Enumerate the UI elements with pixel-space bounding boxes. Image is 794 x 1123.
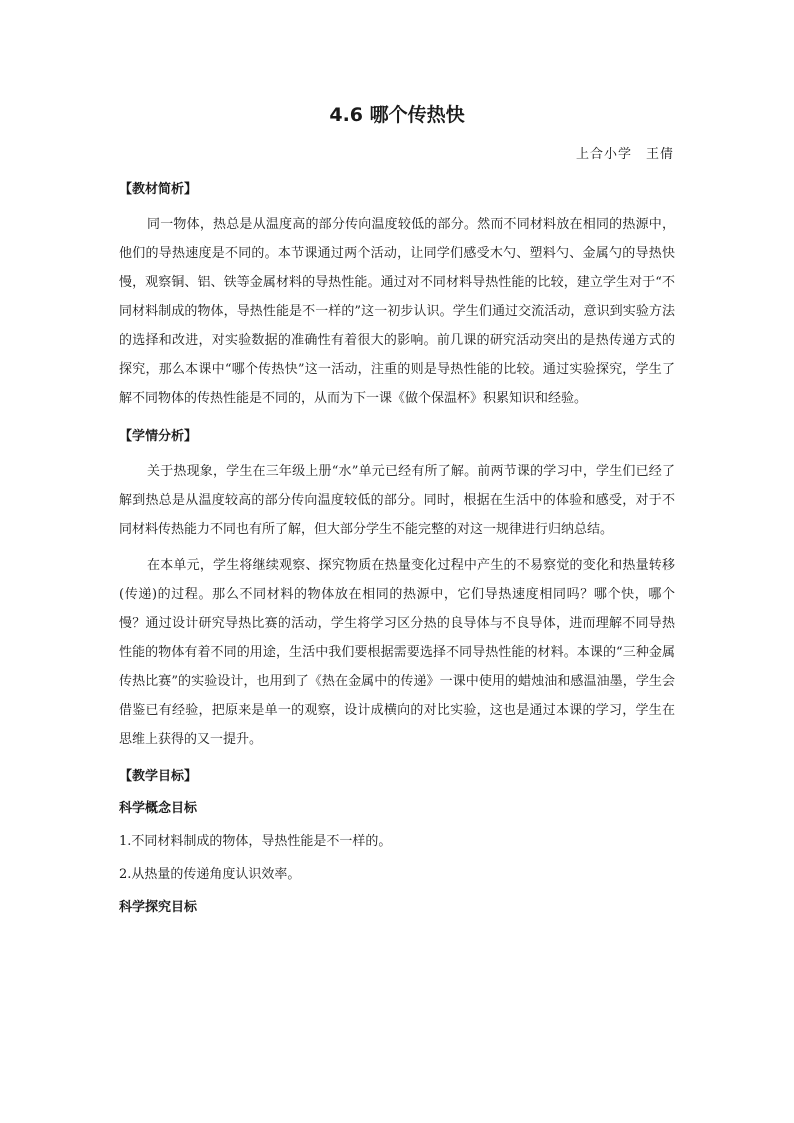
subheading-concept-goals: 科学概念目标 xyxy=(119,801,198,816)
section-heading-students: 【学情分析】 xyxy=(119,429,198,444)
goal-item-2: 2.从热量的传递角度认识效率。 xyxy=(119,867,301,882)
goal-item-1: 1.不同材料制成的物体，导热性能是不一样的。 xyxy=(119,834,392,849)
document-body xyxy=(119,181,675,917)
subheading-inquiry-goals: 科学探究目标 xyxy=(119,900,198,915)
section-heading-textbook: 【教材简析】 xyxy=(119,182,198,197)
students-paragraph-1: 关于热现象，学生在三年级上册“水”单元已经有所了解。前两节课的学习中，学生们已经了解到热总是从温度较高的部分传向温度较低的部分。同时，根据在生活中的体验和感受，对于不同材料传热能力不同也有所了解，但大部分学生不能完整的对这一规律进行归纳总结。 xyxy=(119,464,675,537)
students-paragraph-2: 在本单元，学生将继续观察、探究物质在热量变化过程中产生的不易察觉的变化和热量转移(传递)的过程。那么不同材料的物体放在相同的热源中，它们导热速度相同吗？哪个快，哪个慢？通过设计研究导热比赛的活动，学生将学习区分热的良导体与不良导体，进而理解不同导热性能的物体有着不同的用途，生活中我们要根据需要选择不同导热性能的材料。本课的“三种金属传热比赛”的实验设计，也用到了《热在金属中的传递》一课中使用的蜡烛油和感温油墨，学生会借鉴已有经验，把原来是单一的观察，设计成横向的对比实验，这也是通过本课的学习，学生在思维上获得的又一提升。 xyxy=(119,558,675,747)
document-author: 上合小学 王倩 xyxy=(575,147,674,162)
textbook-paragraph: 同一物体，热总是从温度高的部分传向温度较低的部分。然而不同材料放在相同的热源中，他们的导热速度是不同的。本节课通过两个活动，让同学们感受木勺、塑料勺、金属勺的导热快慢，观察铜、铝、铁等金属材料的导热性能。通过对不同材料导热性能的比较，建立学生对于“不同材料制成的物体，导热性能是不一样的”这一初步认识。学生们通过交流活动，意识到实验方法的选择和改进，对实验数据的准确性有着很大的影响。前几课的研究活动突出的是热传递方式的探究，那么本课中“哪个传热快”这一活动，注重的则是导热性能的比较。通过实验探究，学生了解不同物体的传热性能是不同的，从而为下一课《做个保温杯》积累知识和经验。 xyxy=(119,217,675,406)
section-heading-goals: 【教学目标】 xyxy=(119,769,198,784)
document-title: 4.6 哪个传热快 xyxy=(329,104,465,126)
